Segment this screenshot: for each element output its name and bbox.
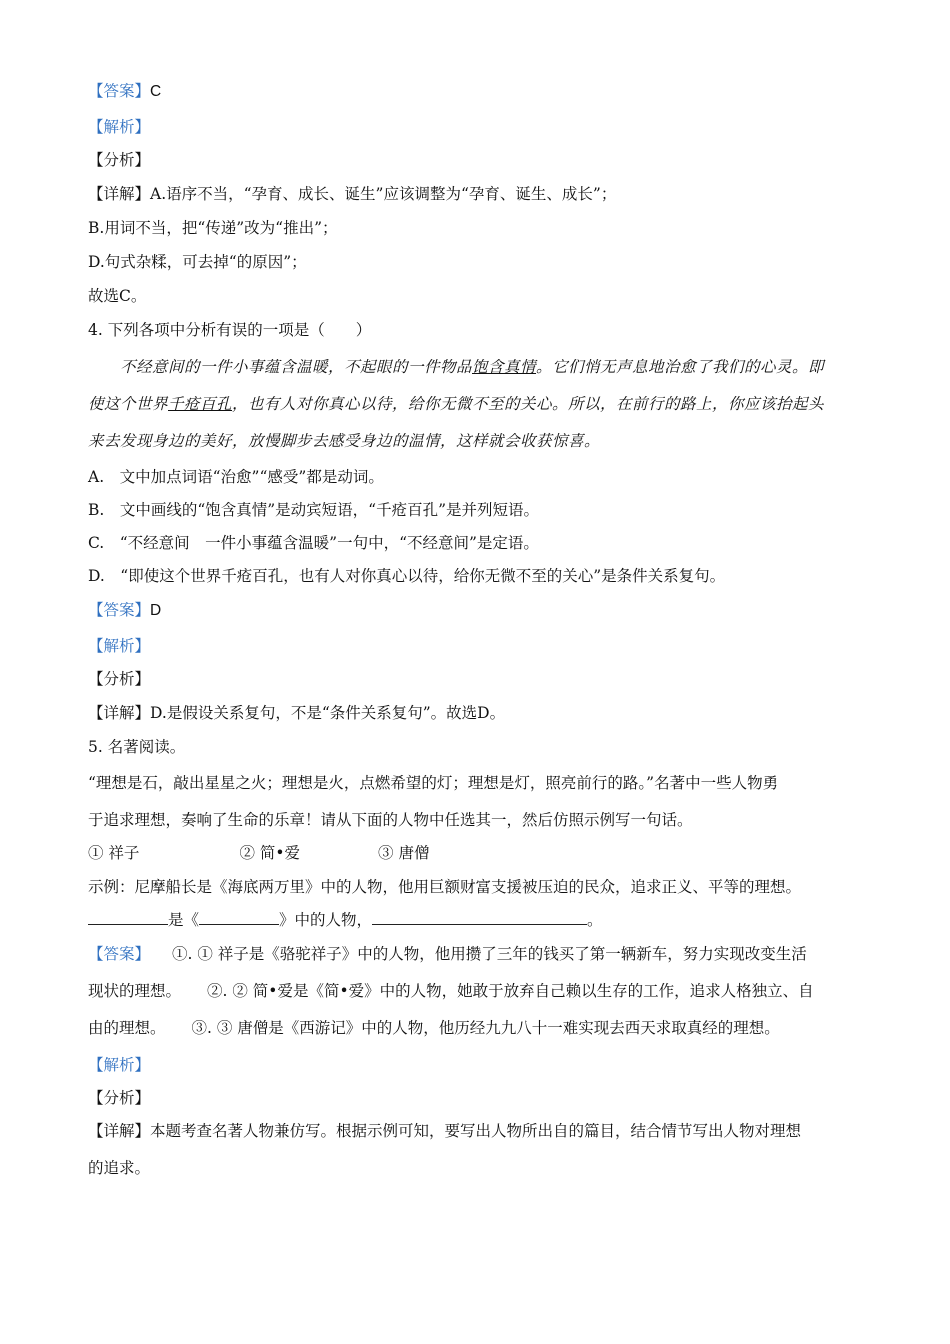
q3-detail-b: B.用词不当，把“传递”改为“推出”； <box>88 219 338 237</box>
q4-analysis-tag: 【解析】 <box>88 637 151 655</box>
q4-answer-line <box>88 600 161 621</box>
q3-analysis-tag: 【解析】 <box>88 118 151 136</box>
q4-fenxi-tag: 【分析】 <box>88 670 151 688</box>
fill-text-3: 。 <box>587 911 603 929</box>
q4-passage-line-2 <box>88 394 824 414</box>
fill-blank-3 <box>372 910 587 925</box>
q5-question: 5. 名著阅读。 <box>88 738 186 756</box>
q3-detail-a <box>88 184 616 204</box>
fill-text-2: 》中的人物， <box>279 911 373 929</box>
q4-passage-line-3: 来去发现身边的美好，放慢脚步去感受身边的温情，这样就会收获惊喜。 <box>88 432 601 450</box>
q4-passage-line-1 <box>120 357 824 377</box>
q4-option-c: C. “不经意间 一件小事蕴含温暖”一句中，“不经意间”是定语。 <box>88 534 539 552</box>
detail-tag: 【详解】 <box>88 704 151 722</box>
q3-detail-d: D.句式杂糅，可去掉“的原因”； <box>88 253 307 271</box>
q5-example: 示例：尼摩船长是《海底两万里》中的人物，他用巨额财富支援被压迫的民众，追求正义、平等的理想。 <box>88 878 802 896</box>
q5-answer-line-2 <box>88 981 814 1001</box>
q3-answer-value: C <box>150 83 162 100</box>
q3-conclusion: 故选C。 <box>88 287 147 305</box>
q5-answer-2b: ②. ② 简•爱是《简•爱》中的人物，她敢于放弃自己赖以生存的工作，追求人格独立、自 <box>207 982 814 1000</box>
q5-analysis-tag: 【解析】 <box>88 1056 151 1074</box>
detail-tag: 【详解】 <box>88 185 151 203</box>
answer-tag: 【答案】 <box>88 82 151 100</box>
detail-tag: 【详解】 <box>88 1122 151 1140</box>
q5-fill-line <box>88 910 603 930</box>
q5-detail-text-1: 本题考查名著人物兼仿写。根据示例可知，要写出人物所出自的篇目，结合情节写出人物对理想 <box>150 1122 802 1140</box>
answer-tag: 【答案】 <box>88 945 151 963</box>
q5-detail-2: 的追求。 <box>88 1159 151 1177</box>
q5-answer-1: ①. ① 祥子是《骆驼祥子》中的人物，他用攒了三年的钱买了第一辆新车，努力实现改变生活 <box>172 945 807 963</box>
underlined-phrase-2: 千疮百孔 <box>168 395 233 413</box>
q3-fenxi-tag: 【分析】 <box>88 151 151 169</box>
q5-choice-2: ② 简•爱 <box>239 844 301 862</box>
q4-answer-value: D <box>150 602 162 619</box>
q4-option-d: D. “即使这个世界千疮百孔，也有人对你真心以待，给你无微不至的关心”是条件关系复句。 <box>88 567 726 585</box>
q5-intro-1: “理想是石，敲出星星之火；理想是火，点燃希望的灯；理想是灯，照亮前行的路。”名著中一些人物勇 <box>88 774 779 792</box>
answer-tag: 【答案】 <box>88 601 151 619</box>
q5-answer-line-1 <box>88 944 807 964</box>
q5-choice-3: ③ 唐僧 <box>378 844 430 862</box>
q3-answer-line <box>88 81 161 102</box>
q5-choice-1: ① 祥子 <box>88 844 140 862</box>
fill-text-1: 是《 <box>168 911 200 929</box>
q5-answer-2a: 现状的理想。 <box>88 982 182 1000</box>
q4-detail <box>88 703 505 723</box>
q4-detail-text: D.是假设关系复句，不是“条件关系复句”。故选D。 <box>150 704 506 722</box>
passage-text: 。它们悄无声息地治愈了我们的心灵。即 <box>536 358 825 376</box>
q5-detail-1 <box>88 1121 801 1141</box>
q3-detail-a-text: A.语序不当，“孕育、成长、诞生”应该调整为“孕育、诞生、成长”； <box>150 185 617 203</box>
q4-option-a: A. 文中加点词语“治愈”“感受”都是动词。 <box>88 468 384 486</box>
q5-answer-3b: ③. ③ 唐僧是《西游记》中的人物，他历经九九八十一难实现去西天求取真经的理想。 <box>191 1019 780 1037</box>
passage-text: ，也有人对你真心以待，给你无微不至的关心。所以，在前行的路上，你应该抬起头 <box>232 395 825 413</box>
q4-question: 4. 下列各项中分析有误的一项是（ ） <box>88 321 372 339</box>
q4-option-b: B. 文中画线的“饱含真情”是动宾短语，“千疮百孔”是并列短语。 <box>88 501 540 519</box>
underlined-phrase-1: 饱含真情 <box>472 358 537 376</box>
q5-intro-2: 于追求理想，奏响了生命的乐章！请从下面的人物中任选其一，然后仿照示例写一句话。 <box>88 811 693 829</box>
fill-blank-1 <box>88 910 168 925</box>
passage-text: 不经意间的一件小事蕴含温暖，不起眼的一件物品 <box>120 358 473 376</box>
fill-blank-2 <box>199 910 279 925</box>
q5-fenxi-tag: 【分析】 <box>88 1089 151 1107</box>
q5-answer-line-3 <box>88 1018 780 1038</box>
passage-text: 使这个世界 <box>88 395 169 413</box>
q5-choices <box>88 843 429 863</box>
q5-answer-3a: 由的理想。 <box>88 1019 166 1037</box>
